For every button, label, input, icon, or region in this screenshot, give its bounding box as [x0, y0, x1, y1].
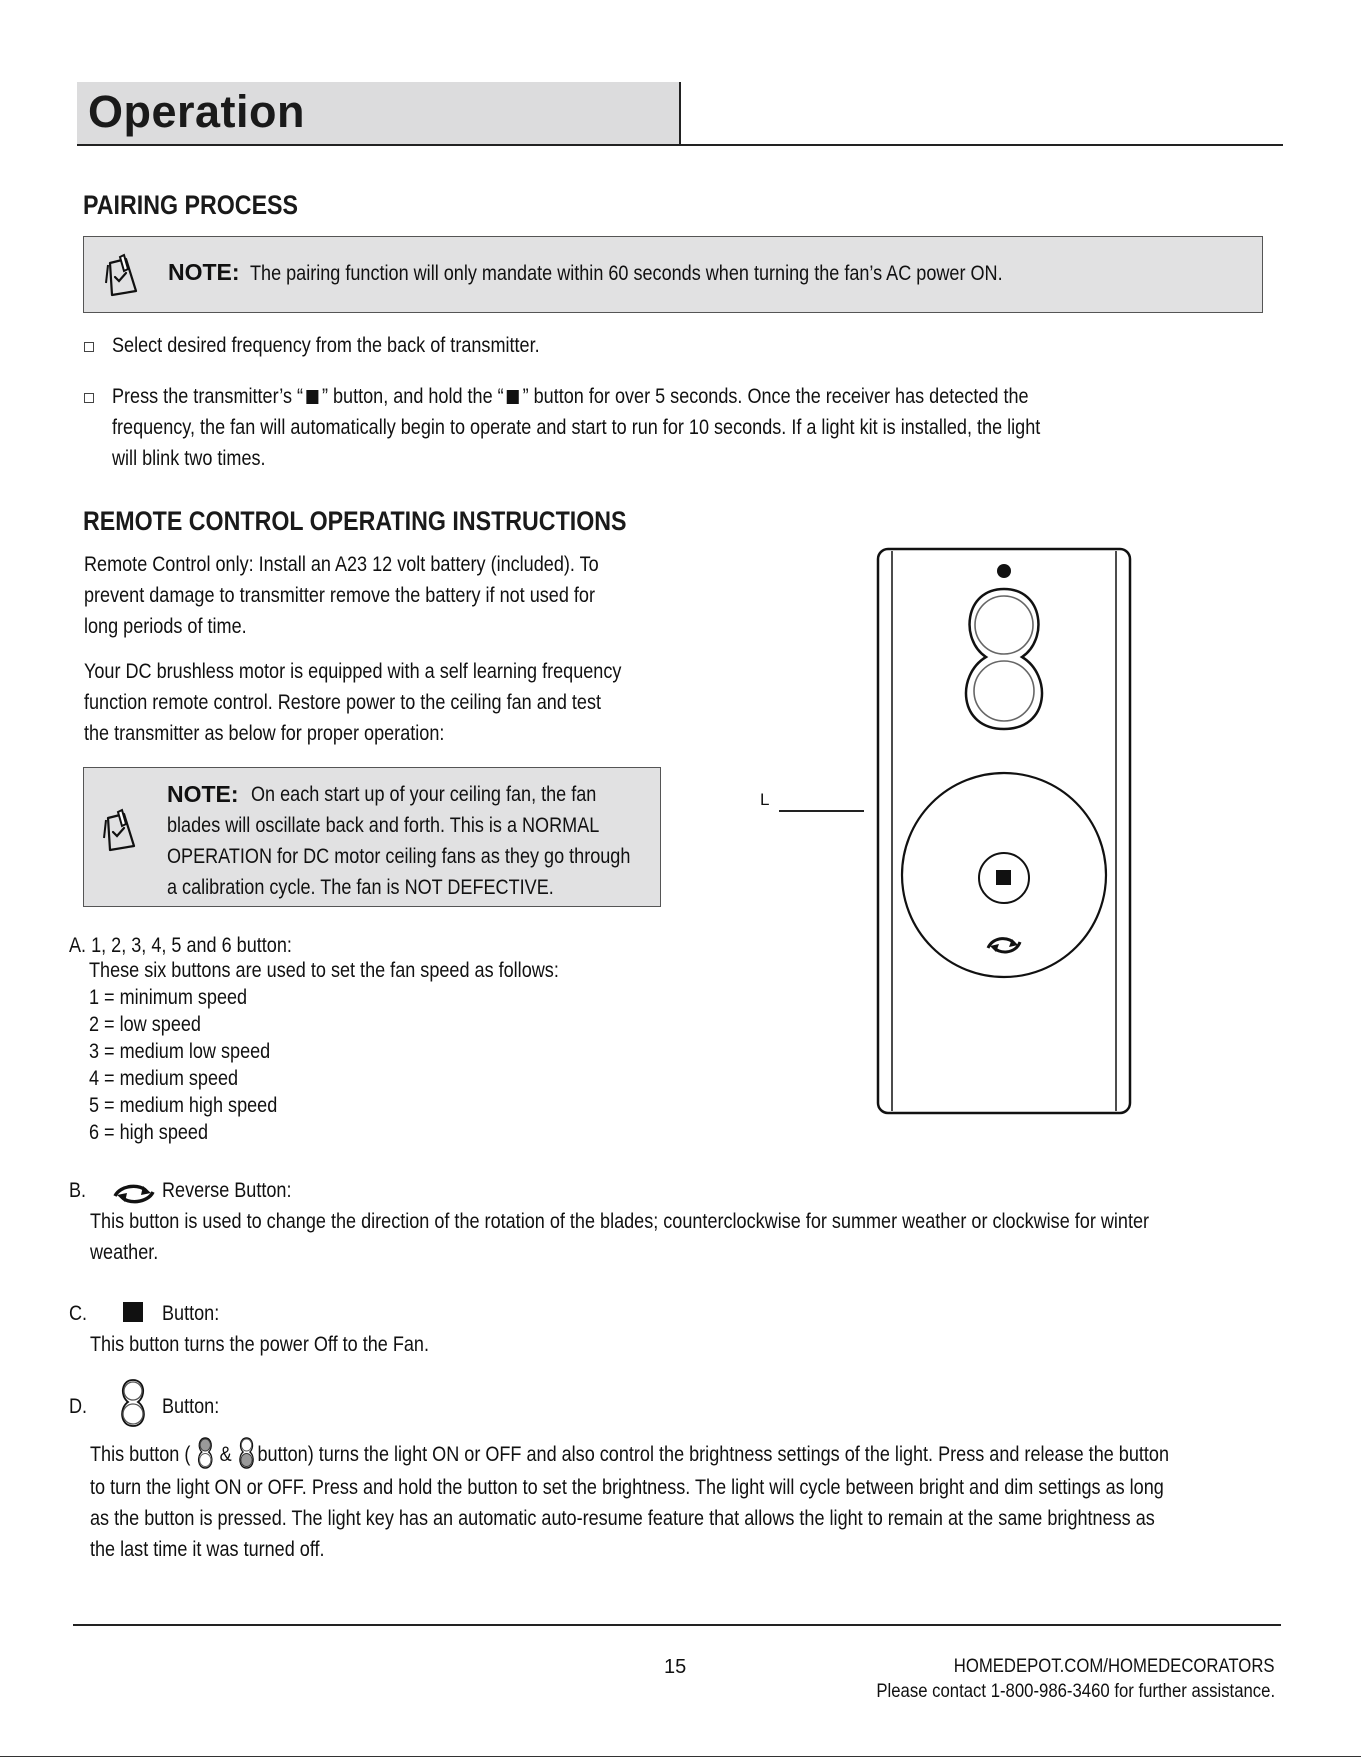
- remote-para1-line: long periods of time.: [84, 615, 247, 638]
- section-b-line: weather.: [90, 1241, 159, 1264]
- remote-para2-line: Your DC brushless motor is equipped with a self learning frequency: [84, 660, 622, 683]
- remote-note-line: a calibration cycle. The fan is NOT DEFECTIVE.: [167, 876, 554, 899]
- light-up-button-icon: [196, 1437, 215, 1469]
- note-pad-icon: [100, 808, 140, 852]
- speed-list-item: 4 = medium speed: [89, 1067, 239, 1090]
- page-number: 15: [664, 1656, 687, 1678]
- remote-note-line: OPERATION for DC motor ceiling fans as they go through: [167, 845, 631, 868]
- section-b-title: Reverse Button:: [162, 1179, 292, 1202]
- pairing-note-text: The pairing function will only mandate within 60 seconds when turning the fan’s AC power ON.: [250, 262, 1003, 285]
- reverse-icon: [111, 1180, 157, 1206]
- section-d-line-1: [90, 1437, 1169, 1470]
- step-text-part: ” button, and hold the “: [321, 385, 504, 408]
- diagram-label-l: L: [760, 790, 770, 809]
- footer-contact: Please contact 1-800-986-3460 for further assistance.: [876, 1681, 1275, 1702]
- pairing-step-1: Select desired frequency from the back of transmitter.: [112, 334, 540, 357]
- remote-para2-line: the transmitter as below for proper operation:: [84, 722, 445, 745]
- remote-section-title: REMOTE CONTROL OPERATING INSTRUCTIONS: [83, 506, 627, 536]
- d-text-part: button) turns the light ON or OFF and also control the brightness settings of the light. Press and release the button: [257, 1443, 1170, 1466]
- remote-para2-line: function remote control. Restore power to the ceiling fan and test: [84, 691, 602, 714]
- page-title: Operation: [88, 86, 306, 137]
- section-b-prefix: B.: [69, 1179, 87, 1202]
- bullet-square: [84, 393, 94, 403]
- pairing-step-2-line-2: frequency, the fan will automatically begin to operate and start to run for 10 seconds. If a light kit is installed, the light: [112, 416, 1041, 439]
- section-d-prefix: D.: [69, 1395, 88, 1418]
- header-divider: [679, 82, 681, 146]
- page-bottom-edge: [0, 1756, 1361, 1757]
- step-text-part: ” button for over 5 seconds. Once the receiver has detected the: [522, 385, 1029, 408]
- speed-list-item: 6 = high speed: [89, 1121, 209, 1144]
- section-a-line: These six buttons are used to set the fan speed as follows:: [89, 959, 559, 982]
- footer-rule: [73, 1624, 1281, 1626]
- remote-note-box: [83, 767, 661, 907]
- section-d-title: Button:: [162, 1395, 220, 1418]
- remote-note-line: On each start up of your ceiling fan, the fan: [251, 783, 597, 806]
- section-c-line: This button turns the power Off to the Fan.: [90, 1333, 429, 1356]
- section-d-line: as the button is pressed. The light key has an automatic auto-resume feature that allows the light to remain at the same brightness as: [90, 1507, 1155, 1530]
- stop-square-icon: [507, 390, 519, 404]
- section-a-title: A. 1, 2, 3, 4, 5 and 6 button:: [69, 934, 292, 957]
- section-d-line: the last time it was turned off.: [90, 1538, 325, 1561]
- speed-list-item: 3 = medium low speed: [89, 1040, 271, 1063]
- section-d-line: to turn the light ON or OFF. Press and hold the button to set the brightness. The light will cycle between bright and dim settings as long: [90, 1476, 1164, 1499]
- speed-list-item: 5 = medium high speed: [89, 1094, 278, 1117]
- light-down-button-icon: [237, 1437, 256, 1469]
- speed-list-item: 1 = minimum speed: [89, 986, 248, 1009]
- remote-para1-line: prevent damage to transmitter remove the battery if not used for: [84, 584, 595, 607]
- stop-square-icon: [306, 390, 318, 404]
- pairing-section-title: PAIRING PROCESS: [83, 190, 299, 220]
- pairing-step-2-line-3: will blink two times.: [112, 447, 266, 470]
- pairing-note-box: [83, 236, 1263, 313]
- pairing-step-2-line-1: [112, 381, 1029, 412]
- section-b-line: This button is used to change the direction of the rotation of the blades; counterclockwise for summer weather or clockwise for winter: [90, 1210, 1150, 1233]
- speed-list-item: 2 = low speed: [89, 1013, 201, 1036]
- d-text-part: &: [219, 1443, 232, 1466]
- section-c-prefix: C.: [69, 1302, 88, 1325]
- section-c-title: Button:: [162, 1302, 220, 1325]
- header-rule: [77, 144, 1283, 146]
- remote-control-diagram: [872, 545, 1136, 1117]
- note-pad-icon: [102, 253, 142, 297]
- bullet-square: [84, 342, 94, 352]
- remote-para1-line: Remote Control only: Install an A23 12 volt battery (included). To: [84, 553, 599, 576]
- footer-website: HOMEDEPOT.COM/HOMEDECORATORS: [954, 1656, 1275, 1677]
- remote-note-line: blades will oscillate back and forth. This is a NORMAL: [167, 814, 600, 837]
- step-text-part: Press the transmitter’s “: [112, 385, 304, 408]
- diagram-leader-line: [779, 810, 864, 812]
- stop-square-icon: [123, 1302, 143, 1322]
- d-text-part: This button (: [90, 1443, 191, 1466]
- note-label: NOTE:: [168, 259, 240, 285]
- note-label: NOTE:: [167, 781, 239, 807]
- light-button-icon: [116, 1378, 150, 1428]
